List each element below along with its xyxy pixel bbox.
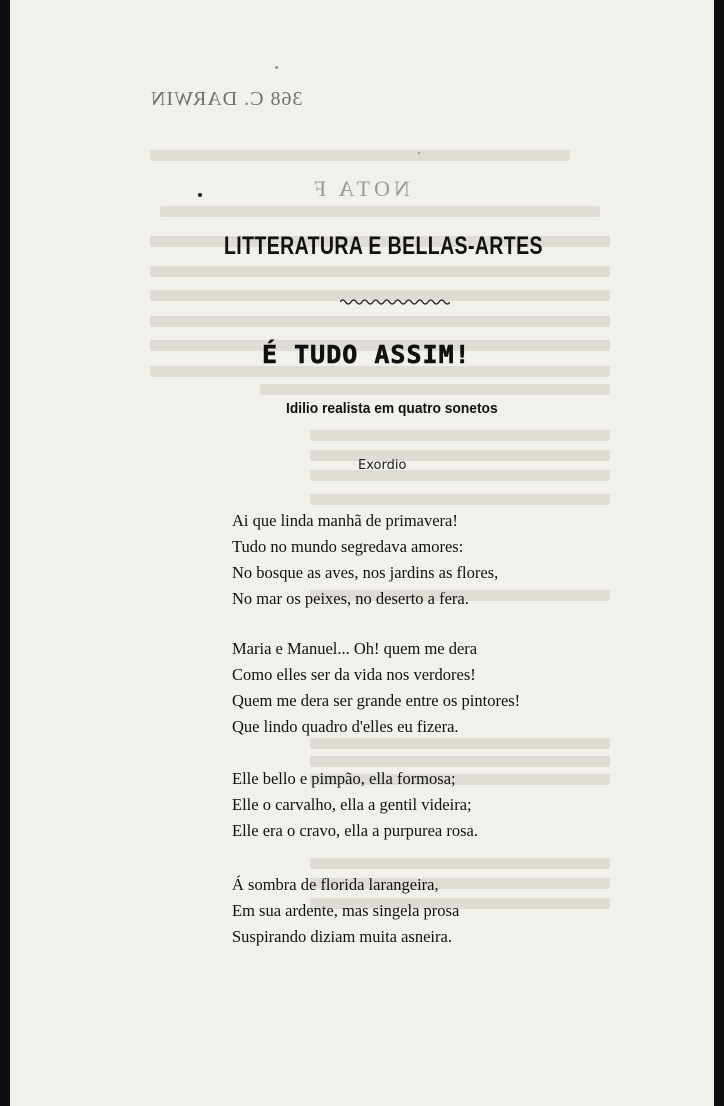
mirrored-heading: NOTA F xyxy=(310,176,410,201)
stanza-4 xyxy=(232,872,459,950)
poem-subtitle: Idilio realista em quatro sonetos xyxy=(286,400,498,417)
verse-line: Á sombra de florida larangeira, xyxy=(232,875,439,894)
verse-line: Ai que linda manhã de primavera! xyxy=(232,511,458,530)
verse-line: Suspirando diziam muita asneira. xyxy=(232,927,452,946)
sonnet-name: Exordio xyxy=(358,458,407,473)
poem-title: É TUDO ASSIM! xyxy=(262,340,471,369)
stanza-3 xyxy=(232,766,478,844)
book-page xyxy=(10,0,714,1106)
wavy-rule-divider xyxy=(340,298,450,306)
ink-spot xyxy=(198,193,202,197)
ink-spot xyxy=(275,66,278,69)
verse-line: Elle era o cravo, ella a purpurea rosa. xyxy=(232,821,478,840)
verse-line: Que lindo quadro d'elles eu fizera. xyxy=(232,717,459,736)
verse-line: No bosque as aves, nos jardins as flores, xyxy=(232,563,499,582)
verse-line: Tudo no mundo segredava amores: xyxy=(232,537,464,556)
verse-line: Quem me dera ser grande entre os pintores! xyxy=(232,691,521,710)
verse-line: Como elles ser da vida nos verdores! xyxy=(232,665,476,684)
ink-spot xyxy=(418,152,420,154)
verse-line: Maria e Manuel... Oh! quem me dera xyxy=(232,639,478,658)
mirrored-running-header: 368 C. DARWIN xyxy=(150,88,303,110)
verse-line: No mar os peixes, no deserto a fera. xyxy=(232,589,469,608)
stanza-1 xyxy=(232,508,498,612)
verse-line: Elle o carvalho, ella a gentil videira; xyxy=(232,795,472,814)
verse-line: Elle bello e pimpão, ella formosa; xyxy=(232,769,456,788)
verse-line: Em sua ardente, mas singela prosa xyxy=(232,901,460,920)
stanza-2 xyxy=(232,636,520,740)
section-title: LITTERATURA E BELLAS-ARTES xyxy=(224,232,543,260)
